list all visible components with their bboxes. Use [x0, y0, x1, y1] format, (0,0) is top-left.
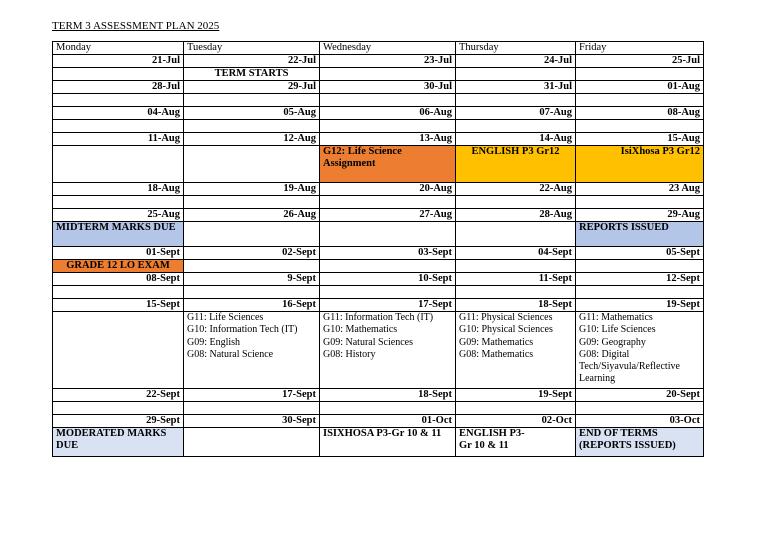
date-cell: 02-Oct — [456, 415, 576, 428]
isixhosa-p3-gr10-11-event: ISIXHOSA P3-Gr 10 & 11 — [320, 428, 456, 457]
date-cell: 22-Jul — [184, 55, 320, 68]
date-cell: 15-Aug — [576, 133, 704, 146]
date-cell: 29-Sept — [53, 415, 184, 428]
event-row — [53, 68, 704, 81]
exam-entry: G10: Physical Sciences — [459, 324, 553, 336]
date-cell: 18-Sept — [320, 389, 456, 402]
event-row — [53, 428, 704, 457]
date-cell: 31-Jul — [456, 81, 576, 94]
event-cell — [184, 286, 320, 299]
exam-entry: G11: Life Sciences — [187, 312, 264, 323]
date-row — [53, 415, 704, 428]
date-cell: 06-Aug — [320, 107, 456, 120]
date-cell: 01-Oct — [320, 415, 456, 428]
exam-entry: G10: Life Sciences — [579, 324, 656, 336]
date-cell: 03-Sept — [320, 247, 456, 260]
date-cell: 29-Jul — [184, 81, 320, 94]
date-cell: 08-Aug — [576, 107, 704, 120]
event-cell — [184, 94, 320, 107]
event-cell — [320, 94, 456, 107]
date-cell: 19-Sept — [576, 299, 704, 312]
date-cell: 07-Aug — [456, 107, 576, 120]
date-row — [53, 107, 704, 120]
event-cell — [184, 120, 320, 133]
event-cell — [456, 68, 576, 81]
reports-issued-event: REPORTS ISSUED — [576, 222, 704, 247]
event-cell — [456, 402, 576, 415]
event-cell — [456, 120, 576, 133]
event-cell — [576, 286, 704, 299]
english-p3-gr12-event: ENGLISH P3 Gr12 — [456, 146, 576, 183]
exam-entry: G08: History — [323, 348, 376, 360]
event-cell — [184, 222, 320, 247]
exam-entry: G10: Information Tech (IT) — [187, 324, 298, 336]
assessment-plan-table — [52, 41, 704, 457]
event-line: ENGLISH P3- — [459, 428, 525, 439]
date-cell: 28-Aug — [456, 209, 576, 222]
date-cell: 13-Aug — [320, 133, 456, 146]
event-cell — [53, 196, 184, 209]
date-cell: 30-Sept — [184, 415, 320, 428]
tuesday-exams — [184, 312, 320, 389]
event-cell — [576, 402, 704, 415]
date-cell: 9-Sept — [184, 273, 320, 286]
date-cell: 17-Sept — [184, 389, 320, 402]
thursday-exams — [456, 312, 576, 389]
event-cell — [320, 68, 456, 81]
date-row — [53, 209, 704, 222]
date-cell: 11-Sept — [456, 273, 576, 286]
date-cell: 20-Aug — [320, 183, 456, 196]
day-header: Thursday — [456, 42, 576, 55]
date-cell: 12-Sept — [576, 273, 704, 286]
date-cell: 26-Aug — [184, 209, 320, 222]
date-cell: 11-Aug — [53, 133, 184, 146]
event-cell — [53, 120, 184, 133]
date-cell: 18-Sept — [456, 299, 576, 312]
term-starts-event: TERM STARTS — [184, 68, 320, 81]
event-row — [53, 94, 704, 107]
event-cell — [576, 94, 704, 107]
friday-exams — [576, 312, 704, 389]
date-cell: 30-Jul — [320, 81, 456, 94]
date-cell: 21-Jul — [53, 55, 184, 68]
event-cell — [184, 260, 320, 273]
date-cell: 28-Jul — [53, 81, 184, 94]
event-line: END OF TERMS — [579, 428, 658, 439]
date-cell: 18-Aug — [53, 183, 184, 196]
date-cell: 17-Sept — [320, 299, 456, 312]
event-line: Gr 10 & 11 — [459, 440, 509, 451]
date-cell: 08-Sept — [53, 273, 184, 286]
exam-entry: G09: Mathematics — [459, 336, 534, 348]
exam-entry: G11: Information Tech (IT) — [323, 312, 434, 323]
event-cell — [320, 260, 456, 273]
exam-entry: G11: Physical Sciences — [459, 312, 553, 323]
date-row — [53, 133, 704, 146]
date-cell: 14-Aug — [456, 133, 576, 146]
wednesday-exams — [320, 312, 456, 389]
event-cell — [320, 222, 456, 247]
date-cell: 01-Aug — [576, 81, 704, 94]
event-row — [53, 402, 704, 415]
event-cell — [184, 146, 320, 183]
date-cell: 23-Jul — [320, 55, 456, 68]
event-cell — [320, 196, 456, 209]
exam-entry: G10: Mathematics — [323, 324, 398, 336]
date-cell: 04-Sept — [456, 247, 576, 260]
event-row — [53, 260, 704, 273]
date-cell: 22-Aug — [456, 183, 576, 196]
date-cell: 29-Aug — [576, 209, 704, 222]
event-cell — [53, 68, 184, 81]
date-row — [53, 81, 704, 94]
event-cell — [184, 196, 320, 209]
date-cell: 22-Sept — [53, 389, 184, 402]
event-cell — [53, 94, 184, 107]
event-row — [53, 222, 704, 247]
date-cell: 19-Sept — [456, 389, 576, 402]
exam-entry: G08: Mathematics — [459, 348, 534, 360]
date-cell: 12-Aug — [184, 133, 320, 146]
date-cell: 16-Sept — [184, 299, 320, 312]
isixhosa-p3-gr12-event: IsiXhosa P3 Gr12 — [576, 146, 704, 183]
date-cell: 02-Sept — [184, 247, 320, 260]
event-row — [53, 120, 704, 133]
date-row — [53, 247, 704, 260]
exam-entry: G11: Mathematics — [579, 312, 653, 323]
event-cell — [576, 68, 704, 81]
event-cell — [320, 402, 456, 415]
date-cell: 10-Sept — [320, 273, 456, 286]
event-cell — [53, 286, 184, 299]
header-row — [53, 42, 704, 55]
event-cell — [320, 120, 456, 133]
exam-entry: G09: Geography — [579, 336, 646, 348]
event-row — [53, 196, 704, 209]
english-p3-gr10-11-event — [456, 428, 576, 457]
date-row — [53, 389, 704, 402]
end-of-terms-event — [576, 428, 704, 457]
event-cell — [576, 196, 704, 209]
day-header: Wednesday — [320, 42, 456, 55]
date-cell: 15-Sept — [53, 299, 184, 312]
exam-entry: G09: English — [187, 336, 241, 348]
event-cell — [456, 222, 576, 247]
event-cell — [320, 286, 456, 299]
date-cell: 25-Aug — [53, 209, 184, 222]
date-cell: 05-Aug — [184, 107, 320, 120]
date-row — [53, 299, 704, 312]
midterm-marks-due-event: MIDTERM MARKS DUE — [53, 222, 184, 247]
event-cell — [53, 312, 184, 389]
event-row — [53, 146, 704, 183]
event-cell — [576, 120, 704, 133]
exam-entry: G08: Digital Tech/Siyavula/Reflective Learning — [579, 348, 680, 385]
exam-entry: G09: Natural Sciences — [323, 336, 413, 348]
date-cell: 19-Aug — [184, 183, 320, 196]
event-cell — [576, 260, 704, 273]
date-row — [53, 183, 704, 196]
event-cell — [456, 260, 576, 273]
grade12-lo-exam-event: GRADE 12 LO EXAM — [53, 260, 184, 273]
date-cell: 27-Aug — [320, 209, 456, 222]
date-cell: 03-Oct — [576, 415, 704, 428]
event-cell — [456, 286, 576, 299]
event-cell — [456, 94, 576, 107]
day-header: Friday — [576, 42, 704, 55]
event-row — [53, 286, 704, 299]
day-header: Tuesday — [184, 42, 320, 55]
date-cell: 24-Jul — [456, 55, 576, 68]
event-line: (REPORTS ISSUED) — [579, 440, 676, 451]
moderated-marks-due-event: MODERATED MARKS DUE — [53, 428, 184, 457]
date-row — [53, 55, 704, 68]
date-cell: 25-Jul — [576, 55, 704, 68]
date-cell: 01-Sept — [53, 247, 184, 260]
date-cell: 04-Aug — [53, 107, 184, 120]
event-cell — [184, 402, 320, 415]
event-cell — [456, 196, 576, 209]
event-cell — [53, 402, 184, 415]
day-header: Monday — [53, 42, 184, 55]
page-title: TERM 3 ASSESSMENT PLAN 2025 — [52, 20, 220, 32]
date-row — [53, 273, 704, 286]
event-cell — [53, 146, 184, 183]
date-cell: 05-Sept — [576, 247, 704, 260]
date-cell: 23 Aug — [576, 183, 704, 196]
exam-entry: G08: Natural Science — [187, 348, 274, 360]
date-cell: 20-Sept — [576, 389, 704, 402]
life-science-assignment-event: G12: Life Science Assignment — [320, 146, 456, 183]
exam-schedule-row — [53, 312, 704, 389]
event-cell — [184, 428, 320, 457]
